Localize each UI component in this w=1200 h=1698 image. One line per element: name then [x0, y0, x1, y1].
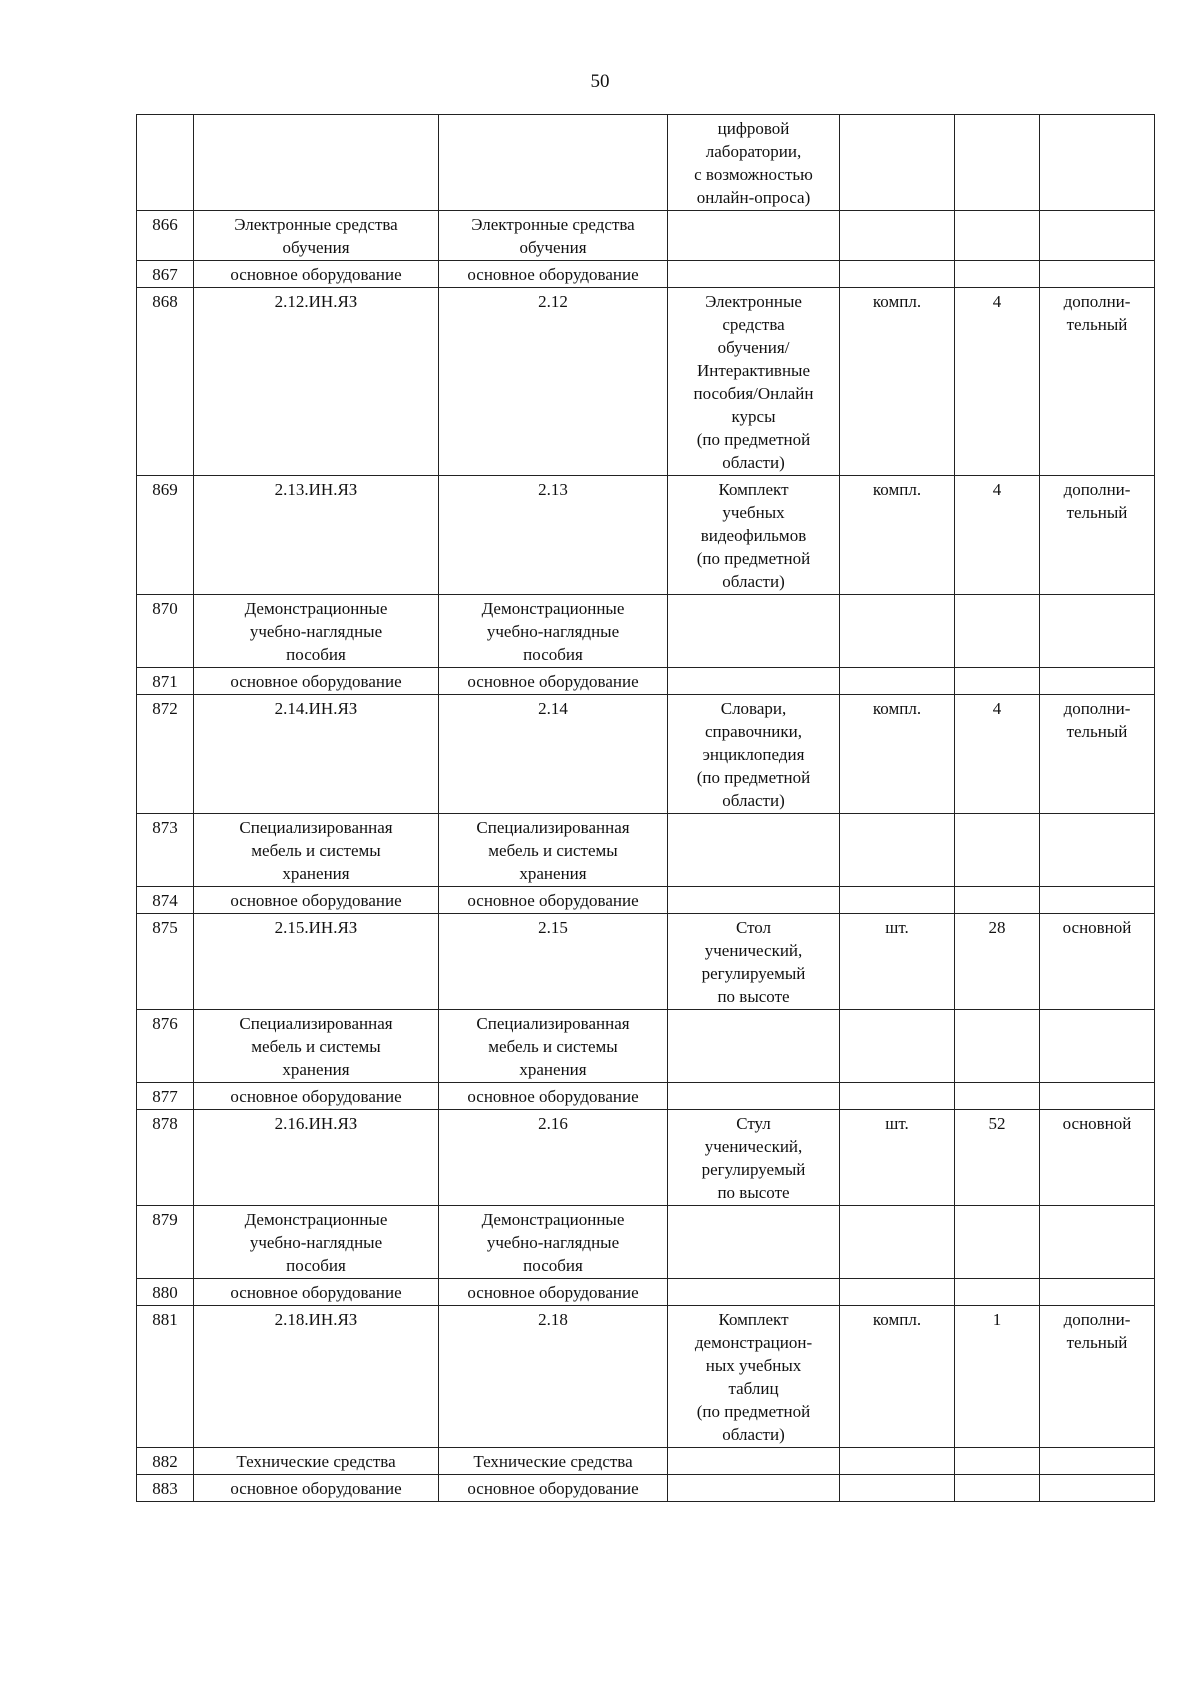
- code-cell: 2.18: [439, 1306, 668, 1448]
- equipment-type-cell: [1040, 211, 1155, 261]
- code-cell: 2.13: [439, 476, 668, 595]
- code-cell: основное оборудование: [439, 1083, 668, 1110]
- row-number-cell: 870: [137, 595, 194, 668]
- section-cell: основное оборудование: [194, 261, 439, 288]
- section-cell: основное оборудование: [194, 1279, 439, 1306]
- code-cell: основное оборудование: [439, 668, 668, 695]
- row-number-cell: 875: [137, 914, 194, 1010]
- item-name-cell: Словари, справочники, энциклопедия (по предметной области): [668, 695, 840, 814]
- row-number-cell: 871: [137, 668, 194, 695]
- unit-cell: [840, 595, 955, 668]
- row-number-cell: 874: [137, 887, 194, 914]
- equipment-type-cell: основной: [1040, 1110, 1155, 1206]
- table-row: [137, 476, 1155, 595]
- row-number-cell: 877: [137, 1083, 194, 1110]
- unit-cell: компл.: [840, 288, 955, 476]
- quantity-cell: [955, 1475, 1040, 1502]
- equipment-type-cell: дополни- тельный: [1040, 1306, 1155, 1448]
- section-cell: 2.18.ИН.ЯЗ: [194, 1306, 439, 1448]
- section-cell: Демонстрационные учебно-наглядные пособия: [194, 595, 439, 668]
- unit-cell: [840, 1083, 955, 1110]
- code-cell: основное оборудование: [439, 261, 668, 288]
- section-cell: Специализированная мебель и системы хранения: [194, 814, 439, 887]
- quantity-cell: 4: [955, 288, 1040, 476]
- section-cell: [194, 115, 439, 211]
- item-name-cell: [668, 1010, 840, 1083]
- quantity-cell: [955, 814, 1040, 887]
- item-name-cell: Стул ученический, регулируемый по высоте: [668, 1110, 840, 1206]
- table-row: [137, 887, 1155, 914]
- unit-cell: шт.: [840, 1110, 955, 1206]
- equipment-type-cell: [1040, 1279, 1155, 1306]
- quantity-cell: 28: [955, 914, 1040, 1010]
- row-number-cell: 872: [137, 695, 194, 814]
- equipment-type-cell: [1040, 115, 1155, 211]
- equipment-type-cell: [1040, 1010, 1155, 1083]
- table-row: [137, 1010, 1155, 1083]
- table-row: [137, 1110, 1155, 1206]
- quantity-cell: [955, 211, 1040, 261]
- code-cell: Электронные средства обучения: [439, 211, 668, 261]
- item-name-cell: [668, 887, 840, 914]
- equipment-type-cell: [1040, 1206, 1155, 1279]
- equipment-table: [136, 114, 1155, 1502]
- item-name-cell: [668, 595, 840, 668]
- row-number-cell: 876: [137, 1010, 194, 1083]
- quantity-cell: 1: [955, 1306, 1040, 1448]
- section-cell: Специализированная мебель и системы хранения: [194, 1010, 439, 1083]
- unit-cell: [840, 1206, 955, 1279]
- unit-cell: компл.: [840, 695, 955, 814]
- code-cell: Специализированная мебель и системы хранения: [439, 1010, 668, 1083]
- row-number-cell: 882: [137, 1448, 194, 1475]
- section-cell: основное оборудование: [194, 668, 439, 695]
- section-cell: 2.14.ИН.ЯЗ: [194, 695, 439, 814]
- table-row: [137, 1083, 1155, 1110]
- unit-cell: [840, 115, 955, 211]
- equipment-table-body: [137, 115, 1155, 1502]
- section-cell: 2.16.ИН.ЯЗ: [194, 1110, 439, 1206]
- quantity-cell: 4: [955, 695, 1040, 814]
- quantity-cell: [955, 1448, 1040, 1475]
- unit-cell: [840, 1010, 955, 1083]
- unit-cell: [840, 211, 955, 261]
- section-cell: Технические средства: [194, 1448, 439, 1475]
- section-cell: Демонстрационные учебно-наглядные пособия: [194, 1206, 439, 1279]
- item-name-cell: цифровой лаборатории, с возможностью онлайн-опроса): [668, 115, 840, 211]
- item-name-cell: [668, 668, 840, 695]
- unit-cell: [840, 887, 955, 914]
- section-cell: основное оборудование: [194, 1475, 439, 1502]
- item-name-cell: Стол ученический, регулируемый по высоте: [668, 914, 840, 1010]
- quantity-cell: 4: [955, 476, 1040, 595]
- item-name-cell: [668, 814, 840, 887]
- table-row: [137, 261, 1155, 288]
- quantity-cell: [955, 595, 1040, 668]
- table-row: [137, 288, 1155, 476]
- table-row: [137, 914, 1155, 1010]
- item-name-cell: Комплект демонстрацион- ных учебных таблиц (по предметной области): [668, 1306, 840, 1448]
- unit-cell: [840, 668, 955, 695]
- item-name-cell: [668, 261, 840, 288]
- item-name-cell: [668, 1206, 840, 1279]
- equipment-type-cell: [1040, 595, 1155, 668]
- equipment-type-cell: [1040, 887, 1155, 914]
- table-row: [137, 668, 1155, 695]
- item-name-cell: Комплект учебных видеофильмов (по предметной области): [668, 476, 840, 595]
- page-number: 50: [590, 71, 610, 92]
- row-number-cell: 878: [137, 1110, 194, 1206]
- code-cell: 2.14: [439, 695, 668, 814]
- table-row: [137, 1206, 1155, 1279]
- equipment-type-cell: [1040, 261, 1155, 288]
- section-cell: 2.12.ИН.ЯЗ: [194, 288, 439, 476]
- table-row: [137, 695, 1155, 814]
- code-cell: 2.15: [439, 914, 668, 1010]
- table-row: [137, 595, 1155, 668]
- section-cell: 2.15.ИН.ЯЗ: [194, 914, 439, 1010]
- table-row: [137, 1306, 1155, 1448]
- quantity-cell: [955, 261, 1040, 288]
- quantity-cell: [955, 1010, 1040, 1083]
- code-cell: Демонстрационные учебно-наглядные пособия: [439, 595, 668, 668]
- unit-cell: [840, 814, 955, 887]
- row-number-cell: 868: [137, 288, 194, 476]
- row-number-cell: 869: [137, 476, 194, 595]
- item-name-cell: [668, 1475, 840, 1502]
- section-cell: основное оборудование: [194, 1083, 439, 1110]
- row-number-cell: 879: [137, 1206, 194, 1279]
- code-cell: [439, 115, 668, 211]
- table-row: [137, 814, 1155, 887]
- equipment-type-cell: [1040, 668, 1155, 695]
- table-row: [137, 1475, 1155, 1502]
- row-number-cell: 873: [137, 814, 194, 887]
- unit-cell: [840, 1475, 955, 1502]
- item-name-cell: [668, 1448, 840, 1475]
- equipment-type-cell: [1040, 814, 1155, 887]
- item-name-cell: Электронные средства обучения/ Интерактивные пособия/Онлайн курсы (по предметной области): [668, 288, 840, 476]
- equipment-type-cell: [1040, 1083, 1155, 1110]
- quantity-cell: [955, 115, 1040, 211]
- unit-cell: компл.: [840, 476, 955, 595]
- code-cell: основное оборудование: [439, 1475, 668, 1502]
- quantity-cell: 52: [955, 1110, 1040, 1206]
- row-number-cell: 883: [137, 1475, 194, 1502]
- code-cell: Специализированная мебель и системы хранения: [439, 814, 668, 887]
- section-cell: основное оборудование: [194, 887, 439, 914]
- quantity-cell: [955, 1279, 1040, 1306]
- code-cell: основное оборудование: [439, 1279, 668, 1306]
- row-number-cell: 866: [137, 211, 194, 261]
- item-name-cell: [668, 1083, 840, 1110]
- item-name-cell: [668, 1279, 840, 1306]
- table-row: [137, 115, 1155, 211]
- quantity-cell: [955, 887, 1040, 914]
- code-cell: 2.12: [439, 288, 668, 476]
- code-cell: Демонстрационные учебно-наглядные пособия: [439, 1206, 668, 1279]
- equipment-type-cell: дополни- тельный: [1040, 695, 1155, 814]
- equipment-type-cell: [1040, 1475, 1155, 1502]
- code-cell: Технические средства: [439, 1448, 668, 1475]
- row-number-cell: 867: [137, 261, 194, 288]
- table-row: [137, 211, 1155, 261]
- table-row: [137, 1279, 1155, 1306]
- code-cell: 2.16: [439, 1110, 668, 1206]
- equipment-type-cell: основной: [1040, 914, 1155, 1010]
- quantity-cell: [955, 668, 1040, 695]
- equipment-type-cell: [1040, 1448, 1155, 1475]
- equipment-type-cell: дополни- тельный: [1040, 288, 1155, 476]
- quantity-cell: [955, 1206, 1040, 1279]
- quantity-cell: [955, 1083, 1040, 1110]
- unit-cell: компл.: [840, 1306, 955, 1448]
- unit-cell: [840, 1279, 955, 1306]
- item-name-cell: [668, 211, 840, 261]
- code-cell: основное оборудование: [439, 887, 668, 914]
- unit-cell: [840, 1448, 955, 1475]
- section-cell: 2.13.ИН.ЯЗ: [194, 476, 439, 595]
- unit-cell: шт.: [840, 914, 955, 1010]
- unit-cell: [840, 261, 955, 288]
- row-number-cell: [137, 115, 194, 211]
- equipment-type-cell: дополни- тельный: [1040, 476, 1155, 595]
- table-row: [137, 1448, 1155, 1475]
- row-number-cell: 881: [137, 1306, 194, 1448]
- row-number-cell: 880: [137, 1279, 194, 1306]
- section-cell: Электронные средства обучения: [194, 211, 439, 261]
